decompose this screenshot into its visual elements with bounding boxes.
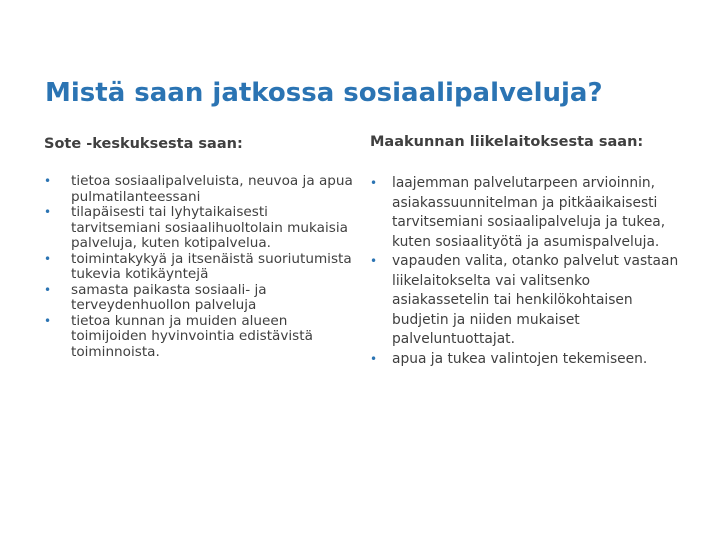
bullet-icon: • [44, 205, 52, 219]
list-item-text: tietoa sosiaalipalveluista, neuvoa ja apua pulmatilanteessani [71, 173, 353, 205]
list-item-text: toimintakykyä ja itsenäistä suoriutumista tukevia kotikäyntejä [71, 250, 352, 282]
right-column [370, 132, 690, 369]
slide-title: Mistä saan jatkossa sosiaalipalveluja? [45, 78, 603, 108]
list-item-text: vapauden valita, otanko palvelut vastaan liikelaitokselta vai valitsenko asiakassetelin tai henkilökohtaisen budjetin ja niiden mukaiset palveluntuottajat. [392, 253, 679, 347]
bullet-icon: • [370, 351, 378, 366]
left-column [44, 134, 354, 360]
list-item [44, 174, 354, 205]
list-item-text: laajemman palvelutarpeen arvioinnin, asiakassuunnitelman ja pitkäaikaisesti tarvitsemiani sosiaalipalveluja ja tukea, kuten sosiaalityötä ja asumispalveluja. [392, 175, 666, 250]
bullet-icon: • [44, 174, 52, 188]
right-bullet-list [370, 174, 690, 369]
list-item-text: tilapäisesti tai lyhytaikaisesti tarvitsemiani sosiaalihuoltolain mukaisia palveluja, kuten kotipalvelua. [71, 204, 348, 251]
list-item [44, 205, 354, 252]
list-item-text: samasta paikasta sosiaali- ja terveydenhuollon palveluja [71, 281, 267, 313]
list-item-text: tietoa kunnan ja muiden alueen toimijoiden hyvinvointia edistävistä toiminnoista. [71, 312, 313, 360]
list-item [370, 174, 690, 252]
list-item [370, 252, 690, 350]
bullet-icon: • [44, 282, 52, 297]
bullet-icon: • [44, 251, 52, 266]
list-item [370, 350, 690, 370]
left-bullet-list [44, 174, 354, 360]
list-item [44, 283, 354, 314]
bullet-icon: • [370, 176, 378, 190]
list-item [44, 314, 354, 361]
bullet-icon: • [370, 254, 378, 268]
bullet-icon: • [44, 313, 52, 328]
right-column-heading: Maakunnan liikelaitoksesta saan: [370, 134, 644, 150]
left-column-heading: Sote -keskuksesta saan: [44, 136, 243, 152]
list-item-text: apua ja tukea valintojen tekemiseen. [392, 350, 648, 367]
list-item [44, 252, 354, 283]
